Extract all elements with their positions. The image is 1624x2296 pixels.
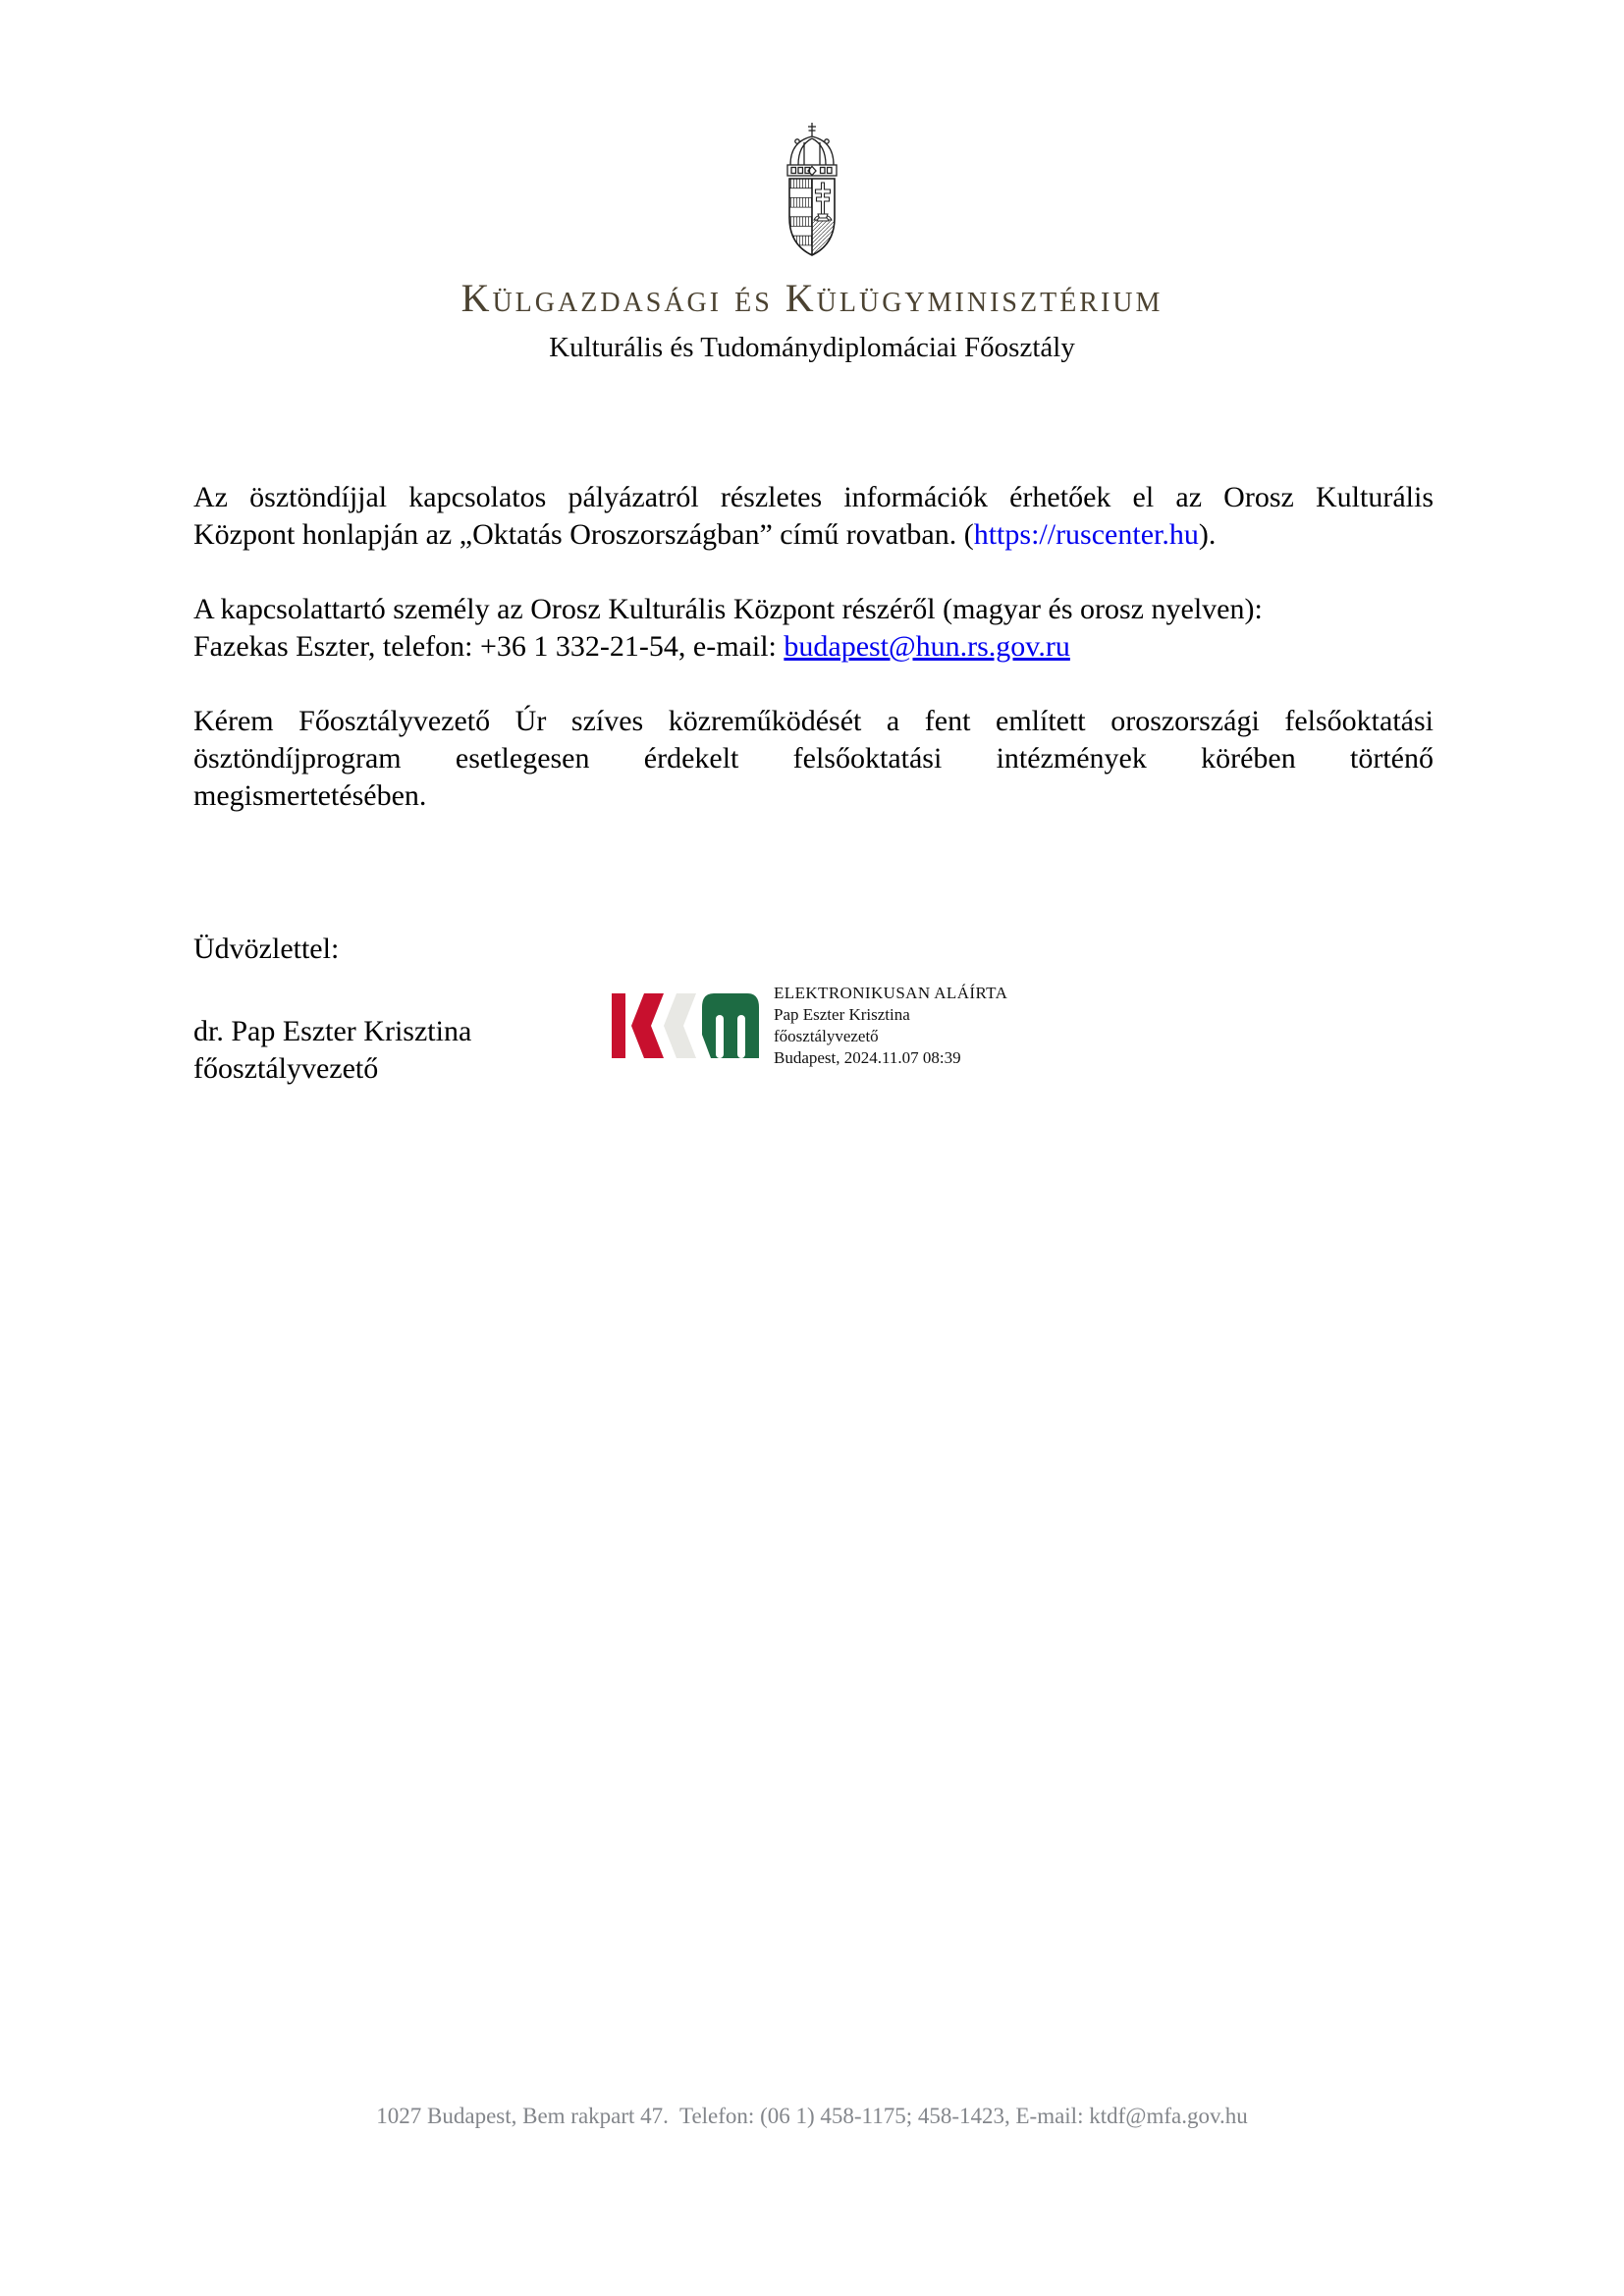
department-name: Kulturális és Tudománydiplomáciai Főosztály <box>549 332 1075 363</box>
paragraph-text: Fazekas Eszter, telefon: +36 1 332-21-54, e-mail: <box>193 630 785 663</box>
paragraph-line <box>193 516 1434 554</box>
link-ruscenter[interactable]: https://ruscenter.hu <box>973 518 1199 551</box>
paragraph-request <box>193 703 1434 815</box>
signer-title: főosztályvezető <box>193 1052 379 1085</box>
paragraph-line: ösztöndíjprogram esetlegesen érdekelt felsőoktatási intézmények körében történő <box>193 742 1434 774</box>
paragraph-line: Kérem Főosztályvezető Úr szíves közreműködését a fent említett oroszországi felsőoktatási <box>193 705 1434 737</box>
signature-block <box>193 1013 471 1088</box>
kkm-logo-icon <box>611 993 760 1058</box>
paragraph-contact-person <box>193 591 1434 666</box>
hungarian-coat-of-arms-icon <box>775 120 849 267</box>
esignature-label: ELEKTRONIKUSAN ALÁÍRTA <box>774 984 1008 1002</box>
paragraph-scholarship-info <box>193 479 1434 554</box>
link-email-budapest[interactable]: budapest@hun.rs.gov.ru <box>784 630 1070 663</box>
paragraph-line: Az ösztöndíjjal kapcsolatos pályázatról részletes információk érhetőek el az Orosz Kulturális <box>193 481 1434 513</box>
salutation: Üdvözlettel: <box>193 933 340 965</box>
ministry-name: Külgazdasági és Külügyminisztérium <box>460 276 1164 320</box>
letter-body <box>193 479 1434 852</box>
paragraph-text: ). <box>1198 518 1217 551</box>
footer-address: 1027 Budapest, Bem rakpart 47. Telefon: (06 1) 458-1175; 458-1423, E-mail: ktdf@mfa.gov.hu <box>376 2104 1248 2128</box>
esignature-text <box>774 983 1007 1069</box>
esignature-datetime: Budapest, 2024.11.07 08:39 <box>774 1048 961 1067</box>
esignature-signer-name: Pap Eszter Krisztina <box>774 1005 910 1024</box>
paragraph-line: A kapcsolattartó személy az Orosz Kulturális Központ részéről (magyar és orosz nyelven): <box>193 593 1263 625</box>
paragraph-text: Központ honlapján az „Oktatás Oroszországban” című rovatban. ( <box>193 518 974 551</box>
esignature-signer-title: főosztályvezető <box>774 1027 879 1045</box>
paragraph-line: megismertetésében. <box>193 779 427 812</box>
paragraph-line <box>193 628 1434 666</box>
signer-name: dr. Pap Eszter Krisztina <box>193 1015 472 1047</box>
esignature-stamp <box>611 982 1007 1069</box>
